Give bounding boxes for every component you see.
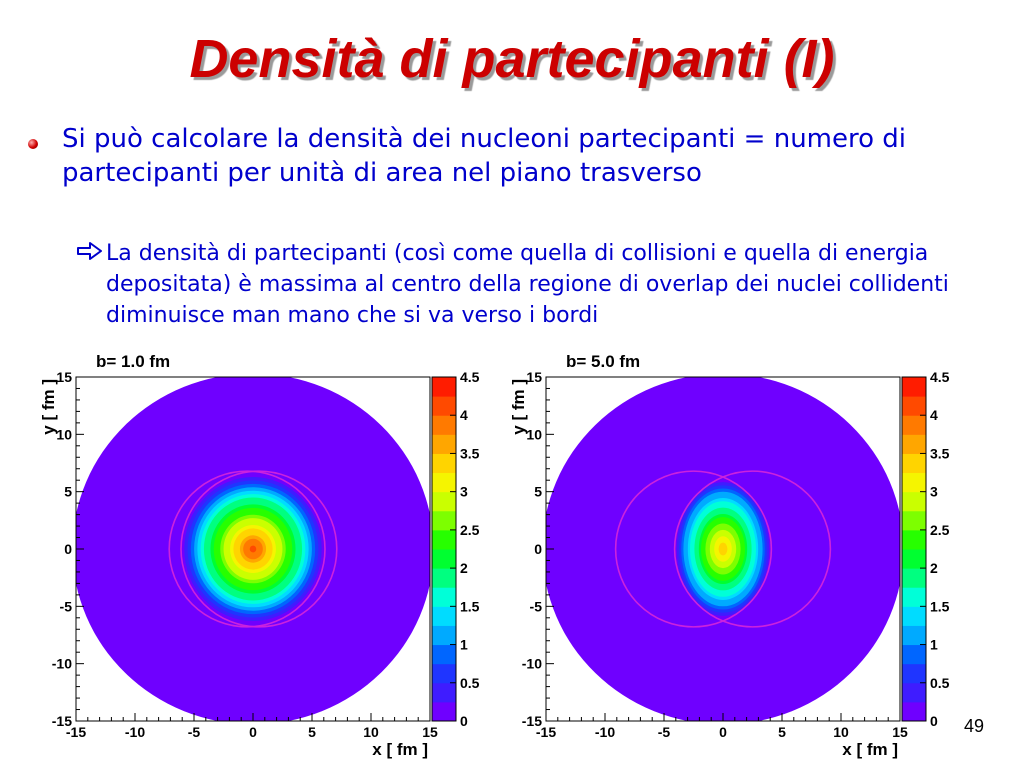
colorbar-segment (432, 683, 456, 703)
y-axis-label: y [ fm ] (39, 379, 58, 435)
y-tick-label: -15 (51, 713, 72, 729)
colorbar-segment (902, 511, 926, 531)
x-tick-label: 0 (719, 724, 727, 740)
colorbar-segment (902, 530, 926, 550)
y-axis-label: y [ fm ] (509, 379, 528, 435)
x-tick-label: 0 (249, 724, 257, 740)
x-tick-label: -5 (187, 724, 201, 740)
colorbar-tick-label: 2 (460, 560, 468, 577)
x-tick-label: 10 (363, 724, 379, 740)
colorbar-segment (902, 606, 926, 626)
y-tick-label: 10 (526, 426, 542, 443)
x-axis-label: x [ fm ] (372, 740, 428, 759)
density-contour (250, 546, 257, 553)
plot-area (542, 374, 903, 725)
colorbar-tick-label: 3.5 (460, 445, 480, 462)
colorbar-segment (902, 377, 926, 397)
y-tick-label: 0 (64, 541, 72, 557)
colorbar-segment (432, 702, 456, 722)
colorbar-segment (902, 434, 926, 454)
density-plot-right-svg (490, 345, 970, 765)
colorbar-segment (432, 587, 456, 607)
colorbar-segment (432, 530, 456, 550)
colorbar-tick-label: 3.5 (930, 445, 950, 462)
colorbar-segment (902, 683, 926, 703)
colorbar-segment (432, 625, 456, 645)
colorbar-segment (432, 511, 456, 531)
y-tick-label: -10 (51, 655, 72, 672)
colorbar-segment (902, 625, 926, 645)
density-plot-left-svg (20, 345, 500, 765)
colorbar-tick-label: 2 (930, 560, 938, 577)
x-tick-label: -10 (594, 724, 616, 740)
colorbar-segment (902, 568, 926, 588)
colorbar-tick-label: 1 (460, 636, 468, 653)
page-number: 49 (964, 716, 985, 736)
plot-title: b= 5.0 fm (566, 352, 641, 371)
y-tick-label: -15 (521, 713, 542, 729)
colorbar-segment (432, 453, 456, 473)
x-tick-label: 10 (833, 724, 849, 740)
colorbar-segment (902, 396, 926, 416)
colorbar-segment (902, 492, 926, 512)
x-tick-label: 15 (422, 724, 438, 740)
x-tick-label: -10 (124, 724, 146, 740)
colorbar-tick-label: 1.5 (930, 598, 950, 615)
density-plot-right (490, 345, 970, 765)
slide-title: Densità di partecipanti (I) (189, 29, 835, 89)
x-tick-label: 5 (778, 724, 786, 740)
colorbar-tick-label: 4.5 (930, 369, 950, 385)
colorbar-segment (432, 492, 456, 512)
colorbar-segment (432, 396, 456, 416)
y-tick-label: -10 (521, 655, 542, 672)
colorbar-segment (902, 473, 926, 493)
colorbar-tick-label: 3 (460, 483, 468, 500)
colorbar-segment (902, 415, 926, 435)
colorbar-tick-label: 4.5 (460, 369, 480, 385)
y-tick-label: 0 (534, 541, 542, 557)
colorbar-tick-label: 4 (930, 407, 938, 424)
bullet-icon (28, 139, 38, 149)
colorbar-segment (902, 645, 926, 665)
colorbar-segment (902, 549, 926, 569)
colorbar-tick-label: 2.5 (930, 521, 950, 538)
arrow-bullet-icon (76, 240, 104, 262)
x-tick-label: -15 (65, 724, 87, 740)
y-tick-label: -5 (59, 598, 72, 615)
x-tick-label: -5 (657, 724, 671, 740)
y-tick-label: 15 (56, 369, 72, 385)
colorbar-tick-label: 2.5 (460, 521, 480, 538)
x-tick-label: 5 (308, 724, 316, 740)
colorbar-segment (432, 434, 456, 454)
colorbar-segment (432, 606, 456, 626)
colorbar-segment (432, 645, 456, 665)
colorbar-segment (432, 664, 456, 684)
colorbar-tick-label: 0 (460, 713, 468, 729)
colorbar-tick-label: 4 (460, 407, 468, 424)
colorbar-segment (432, 473, 456, 493)
y-tick-label: 5 (534, 483, 542, 500)
x-axis-label: x [ fm ] (842, 740, 898, 759)
x-tick-label: 15 (892, 724, 908, 740)
colorbar-segment (902, 702, 926, 722)
colorbar-segment (432, 549, 456, 569)
y-tick-label: -5 (529, 598, 542, 615)
colorbar-tick-label: 0 (930, 713, 938, 729)
plot-title: b= 1.0 fm (96, 352, 171, 371)
colorbar-segment (432, 568, 456, 588)
y-tick-label: 15 (526, 369, 542, 385)
y-tick-label: 5 (64, 483, 72, 500)
bullet-main-text: Si può calcolare la densità dei nucleoni partecipanti = numero di partecipanti per unità di area nel piano trasverso (62, 124, 907, 188)
colorbar-tick-label: 1.5 (460, 598, 480, 615)
density-plot-left (20, 345, 500, 765)
colorbar-segment (902, 587, 926, 607)
colorbar-tick-label: 0.5 (460, 674, 480, 691)
bullet-sub-text: La densità di partecipanti (così come quella di collisioni e quella di energia depositata) è massima al centro della regione di overlap dei nuclei collidenti diminuisce man mano che si va verso i bordi (106, 241, 949, 328)
colorbar-segment (902, 453, 926, 473)
x-tick-label: -15 (535, 724, 557, 740)
colorbar-segment (432, 377, 456, 397)
plot-area (72, 374, 433, 725)
colorbar-tick-label: 3 (930, 483, 938, 500)
colorbar-segment (902, 664, 926, 684)
y-tick-label: 10 (56, 426, 72, 443)
colorbar-tick-label: 1 (930, 636, 938, 653)
colorbar-tick-label: 0.5 (930, 674, 950, 691)
density-contour (721, 546, 725, 552)
colorbar-segment (432, 415, 456, 435)
